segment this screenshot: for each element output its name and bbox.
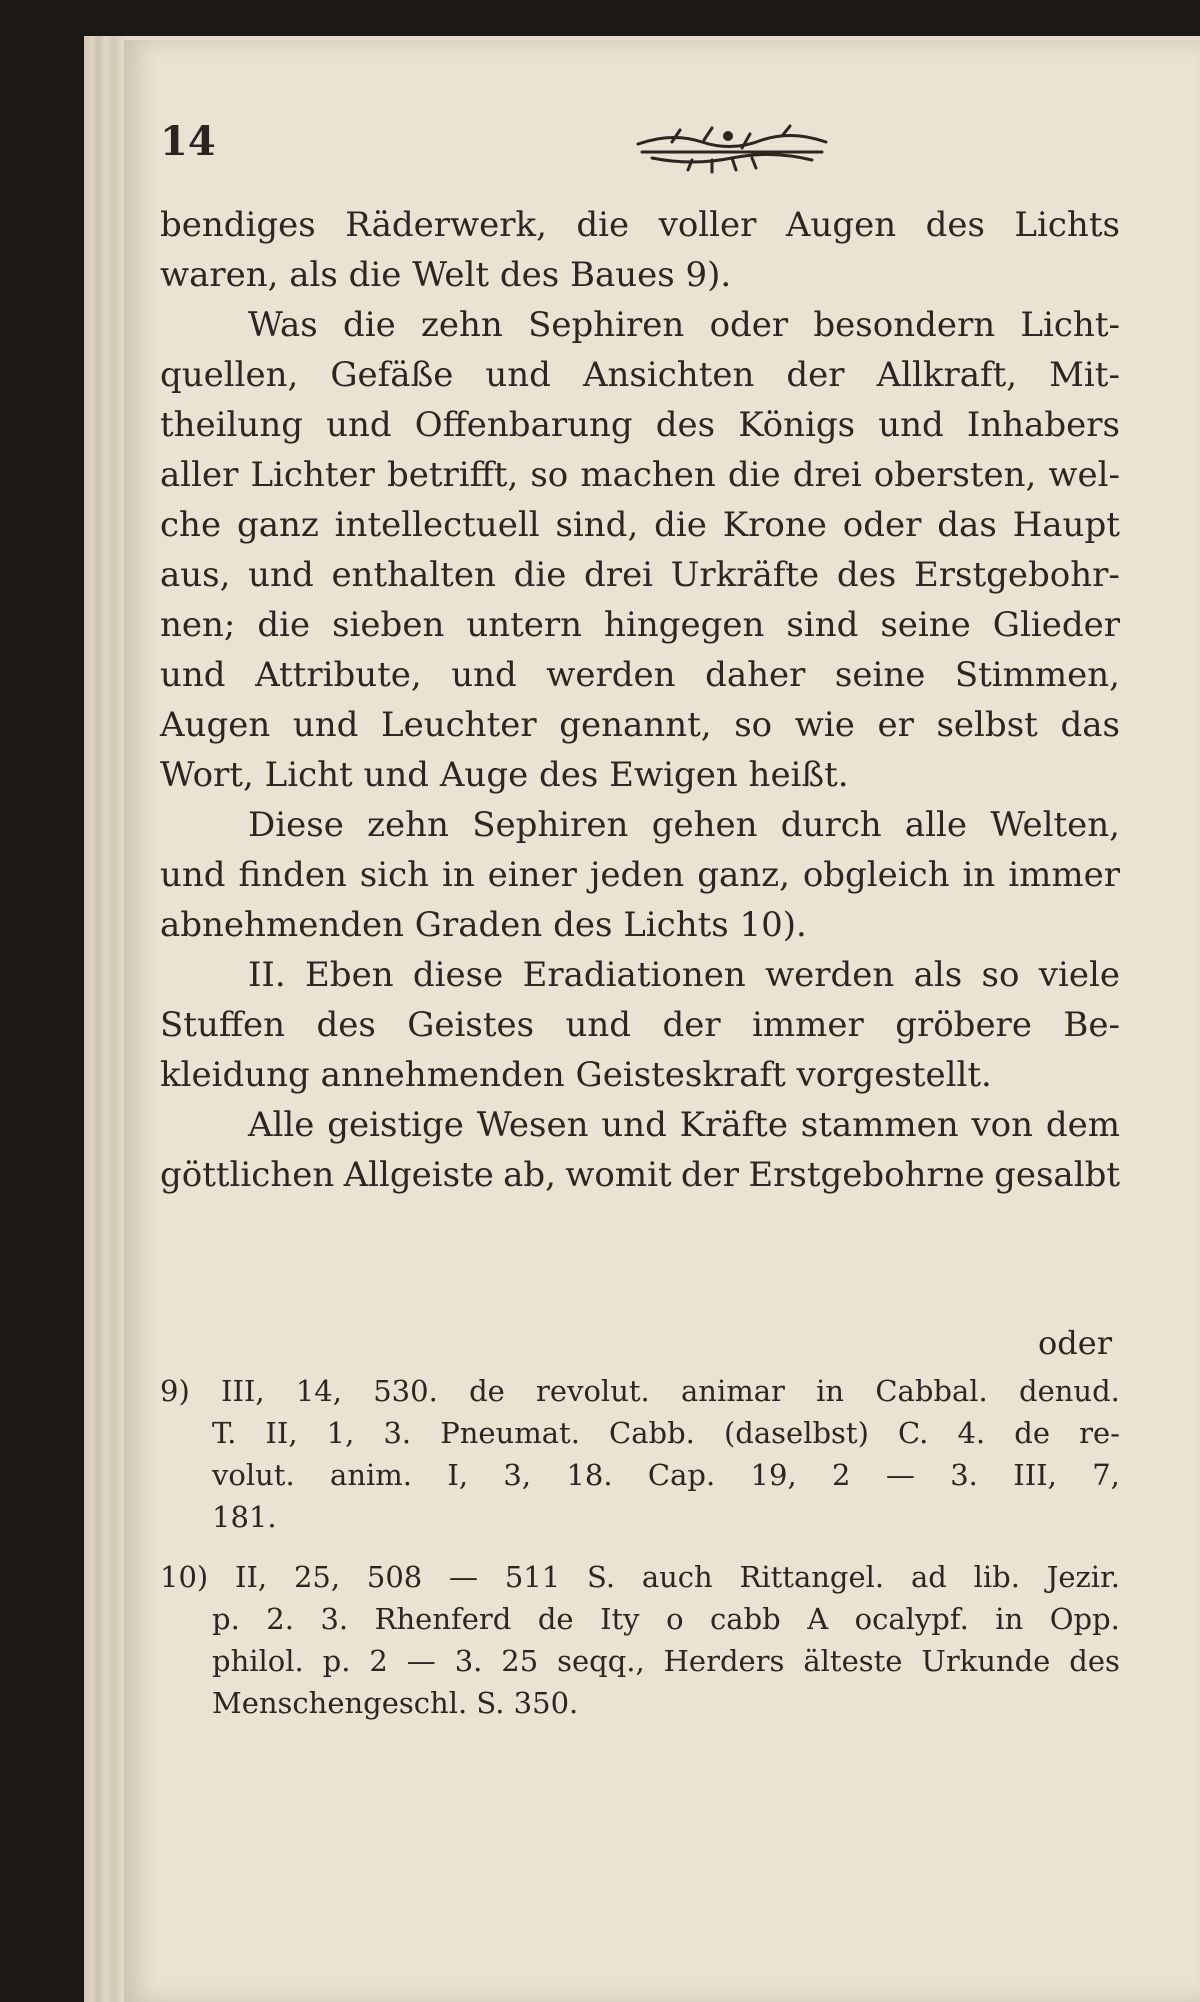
text-line: quellen, Gefäße und Ansichten der Allkraft, Mit- bbox=[160, 355, 1120, 395]
footnote-line: p. 2. 3. Rhenferd de Ity o cabb A ocalypf. in Opp. bbox=[212, 1602, 1120, 1636]
text-line: waren, als die Welt des Baues 9). bbox=[160, 255, 732, 295]
footnote-line: T. II, 1, 3. Pneumat. Cabb. (daselbst) C. 4. de re- bbox=[212, 1416, 1120, 1450]
footnote-line: 9) III, 14, 530. de revolut. animar in Cabbal. denud. bbox=[160, 1374, 1120, 1408]
text-line: nen; die sieben untern hingegen sind seine Glieder bbox=[160, 605, 1120, 645]
footnote-line: 10) II, 25, 508 — 511 S. auch Rittangel. ad lib. Jezir. bbox=[160, 1560, 1120, 1594]
catchword: oder bbox=[1038, 1324, 1112, 1362]
footnote-line: volut. anim. I, 3, 18. Cap. 19, 2 — 3. III, 7, bbox=[212, 1458, 1120, 1492]
text-line: Alle geistige Wesen und Kräfte stammen von dem bbox=[248, 1105, 1120, 1145]
text-line: abnehmenden Graden des Lichts 10). bbox=[160, 905, 807, 945]
text-line: theilung und Offenbarung des Königs und Inhabers bbox=[160, 405, 1120, 445]
text-line: und Attribute, und werden daher seine Stimmen, bbox=[160, 655, 1120, 695]
footnote-line: philol. p. 2 — 3. 25 seqq., Herders älteste Urkunde des bbox=[212, 1644, 1120, 1678]
text-line: Augen und Leuchter genannt, so wie er selbst das bbox=[160, 705, 1120, 745]
footnote-line: 181. bbox=[212, 1500, 277, 1534]
main-text bbox=[160, 200, 1120, 1200]
text-line: Was die zehn Sephiren oder besondern Licht- bbox=[248, 305, 1120, 345]
text-line: che ganz intellectuell sind, die Krone oder das Haupt bbox=[160, 505, 1120, 545]
footnotes bbox=[160, 1370, 1120, 1724]
text-line: bendiges Räderwerk, die voller Augen des Lichts bbox=[160, 205, 1120, 245]
text-line: göttlichen Allgeiste ab, womit der Erstgebohrne gesalbt bbox=[160, 1155, 1120, 1195]
text-line: Wort, Licht und Auge des Ewigen heißt. bbox=[160, 755, 849, 795]
text-line: aus, und enthalten die drei Urkräfte des Erstgebohr- bbox=[160, 555, 1120, 595]
header-ornament-icon bbox=[632, 122, 832, 178]
text-line: II. Eben diese Eradiationen werden als so viele bbox=[248, 955, 1120, 995]
text-line: aller Lichter betrifft, so machen die drei obersten, wel- bbox=[160, 455, 1120, 495]
page-number: 14 bbox=[160, 118, 216, 165]
text-line: kleidung annehmenden Geisteskraft vorgestellt. bbox=[160, 1055, 992, 1095]
text-line: und finden sich in einer jeden ganz, obgleich in immer bbox=[160, 855, 1120, 895]
text-line: Diese zehn Sephiren gehen durch alle Welten, bbox=[248, 805, 1120, 845]
footnote-line: Menschengeschl. S. 350. bbox=[212, 1686, 579, 1720]
text-line: Stuffen des Geistes und der immer gröbere Be- bbox=[160, 1005, 1120, 1045]
